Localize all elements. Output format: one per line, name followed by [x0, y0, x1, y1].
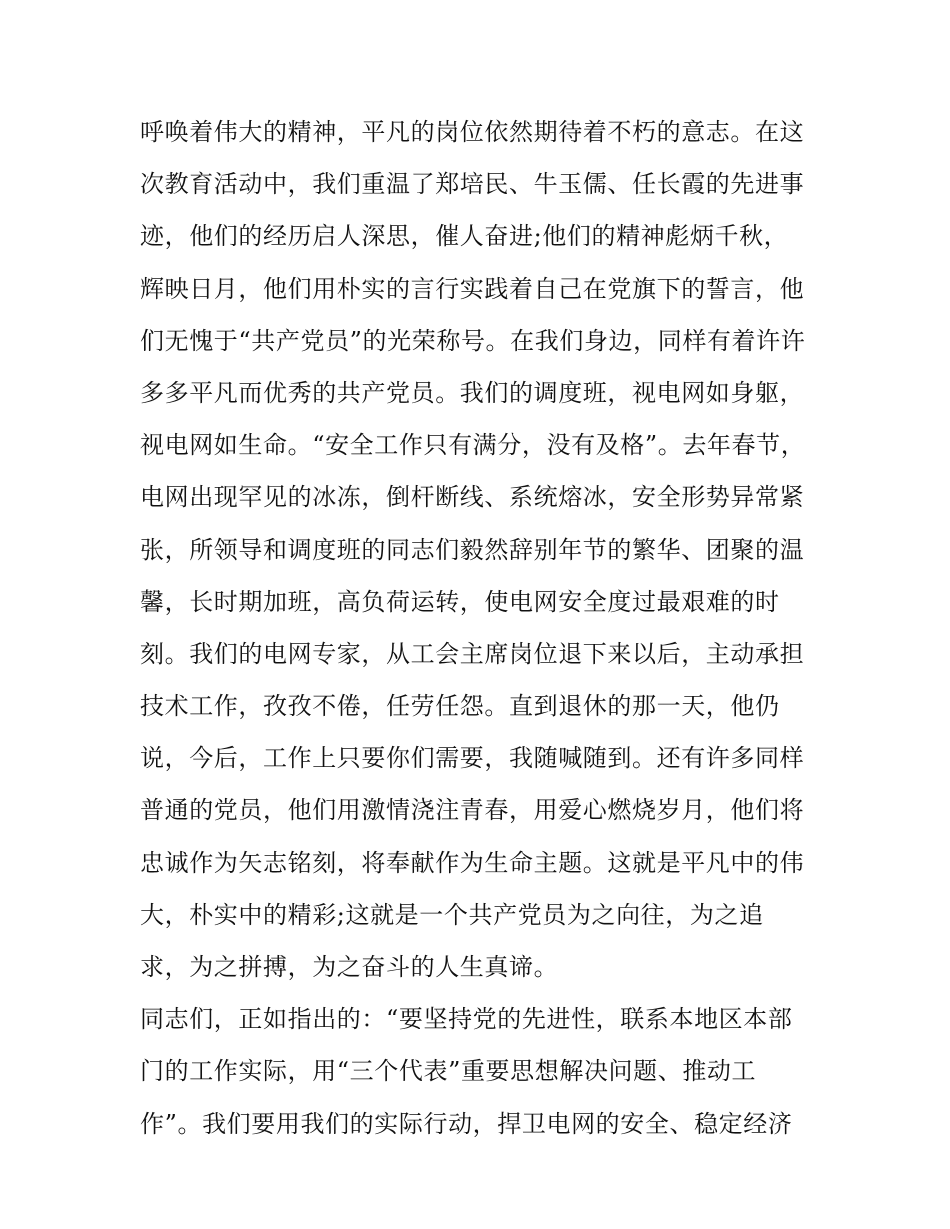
text-line-10: 馨，长时期加班，高负荷运转，使电网安全度过最艰难的时: [140, 587, 780, 616]
text-line-13: 说，今后，工作上只要你们需要，我随喊随到。还有许多同样: [140, 744, 805, 773]
text-line-12: 技术工作，孜孜不倦，任劳任怨。直到退休的那一天，他仍: [140, 692, 780, 721]
text-line-15: 忠诚作为矢志铭刻，将奉献作为生命主题。这就是平凡中的伟: [140, 848, 805, 877]
text-line-18: 同志们，正如指出的：“要坚持党的先进性，联系本地区本部: [140, 1005, 793, 1034]
text-line-19: 门的工作实际，用“三个代表”重要思想解决问题、推动工: [140, 1057, 757, 1086]
text-line-7: 视电网如生命。“安全工作只有满分，没有及格”。去年春节，: [140, 431, 806, 460]
text-line-1: 呼唤着伟大的精神，平凡的岗位依然期待着不朽的意志。在这: [140, 118, 805, 146]
text-line-9: 张，所领导和调度班的同志们毅然辞别年节的繁华、团聚的温: [140, 535, 805, 564]
text-line-6: 多多平凡而优秀的共产党员。我们的调度班，视电网如身躯，: [140, 378, 805, 407]
body-text: [140, 106, 830, 1150]
text-line-11: 刻。我们的电网专家，从工会主席岗位退下来以后，主动承担: [140, 639, 805, 668]
text-line-3: 迹，他们的经历启人深思，催人奋进;他们的精神彪炳千秋，: [140, 222, 789, 251]
text-line-14: 普通的党员，他们用激情浇注青春，用爱心燃烧岁月，他们将: [140, 796, 805, 825]
text-line-4: 辉映日月，他们用朴实的言行实践着自己在党旗下的誓言，他: [140, 274, 805, 303]
text-line-17: 求，为之拼搏，为之奋斗的人生真谛。: [140, 953, 559, 981]
text-line-8: 电网出现罕见的冰冻，倒杆断线、系统熔冰，安全形势异常紧: [140, 483, 805, 512]
text-line-2: 次教育活动中，我们重温了郑培民、牛玉儒、任长霞的先进事: [140, 170, 805, 199]
text-line-20: 作”。我们要用我们的实际行动，捍卫电网的安全、稳定经济: [140, 1109, 793, 1138]
text-line-5: 们无愧于“共产党员”的光荣称号。在我们身边，同样有着许许: [140, 326, 806, 355]
text-line-16: 大，朴实中的精彩;这就是一个共产党员为之向往，为之追: [140, 900, 764, 929]
